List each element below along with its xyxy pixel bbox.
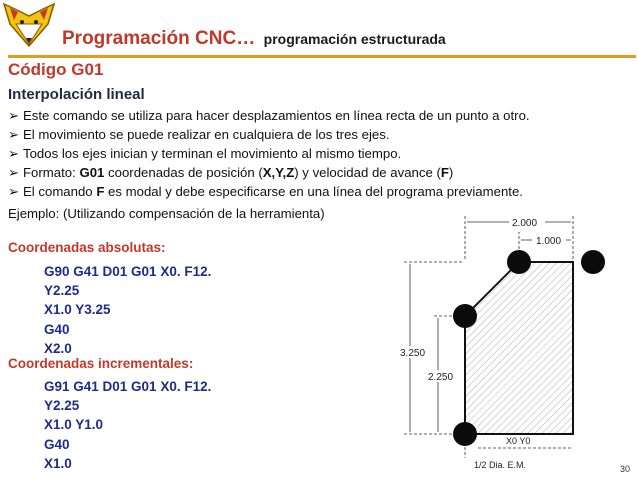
code-line: X1.0 Y3.25 [44, 302, 111, 318]
tool-position-4 [581, 250, 605, 274]
origin-label: X0 Y0 [506, 436, 531, 446]
tool-position-3 [507, 250, 531, 274]
title-main: Programación CNC… [62, 28, 256, 49]
code-line: X1.0 Y1.0 [44, 417, 104, 433]
arrow-bullet-icon: ➢ [8, 127, 20, 142]
tool-position-start [453, 422, 477, 446]
absolute-code-block [44, 262, 211, 358]
incremental-label: Coordenadas incrementales: [8, 356, 194, 371]
bullet-item [8, 144, 636, 163]
dim-2000: 2.000 [512, 218, 538, 229]
bullet-item [8, 125, 636, 144]
bullet-text: F [96, 184, 105, 199]
code-line: G91 G41 D01 G01 X0. F12. [44, 379, 212, 394]
tool-label: 1/2 Dia. E.M. [474, 460, 527, 470]
arrow-bullet-icon: ➢ [8, 108, 20, 123]
bullet-text: Formato: [23, 165, 80, 180]
bullet-item [8, 106, 636, 125]
bullet-item [8, 182, 636, 201]
code-line: X2.0 [44, 340, 72, 356]
bullet-text: ) [448, 165, 454, 180]
arrow-bullet-icon: ➢ [8, 165, 20, 180]
dim-2250: 2.250 [428, 372, 454, 383]
incremental-code-block [44, 377, 211, 473]
bullet-text: El movimiento se puede realizar en cualquiera de los tres ejes. [23, 127, 390, 142]
code-line: Y2.25 [44, 283, 80, 299]
code-line: Y2.25 [44, 398, 80, 414]
title-underline [8, 55, 636, 58]
absolute-label: Coordenadas absolutas: [8, 240, 166, 255]
code-line: G40 [44, 436, 70, 452]
example-caption: Ejemplo: (Utilizando compensación de la herramienta) [8, 206, 325, 221]
bullet-text: ) y velocidad de avance ( [294, 165, 441, 180]
bullet-text: coordenadas de posición ( [104, 165, 263, 180]
arrow-bullet-icon: ➢ [8, 146, 20, 161]
bullet-text: G01 [79, 165, 105, 180]
fox-logo [2, 2, 56, 48]
bullet-text: Todos los ejes inician y terminan el movimiento al mismo tiempo. [23, 146, 402, 161]
code-line: G90 G41 D01 G01 X0. F12. [44, 264, 212, 279]
arrow-bullet-icon: ➢ [8, 184, 20, 199]
code-line: G40 [44, 321, 70, 337]
section-heading: Código G01 [8, 60, 104, 79]
title-sub: programación estructurada [263, 31, 446, 47]
dim-3250: 3.250 [400, 348, 426, 359]
tool-position-2 [453, 304, 477, 328]
dim-1000: 1.000 [536, 236, 562, 247]
part-body [465, 262, 573, 434]
code-line: X1.0 [44, 455, 72, 471]
page-number: 30 [619, 464, 630, 474]
bullet-item [8, 163, 636, 182]
bullet-text: es modal y debe especificarse en una línea del programa previamente. [104, 184, 523, 199]
bullet-text: X,Y,Z [262, 165, 295, 180]
part-drawing [388, 212, 636, 474]
bullet-text: Este comando se utiliza para hacer desplazamientos en línea recta de un punto a otro. [23, 108, 530, 123]
subtitle-heading: Interpolación lineal [8, 86, 145, 103]
bullet-text: F [440, 165, 449, 180]
bullet-list [8, 106, 636, 201]
bullet-text: El comando [23, 184, 97, 199]
page-title [62, 28, 446, 50]
